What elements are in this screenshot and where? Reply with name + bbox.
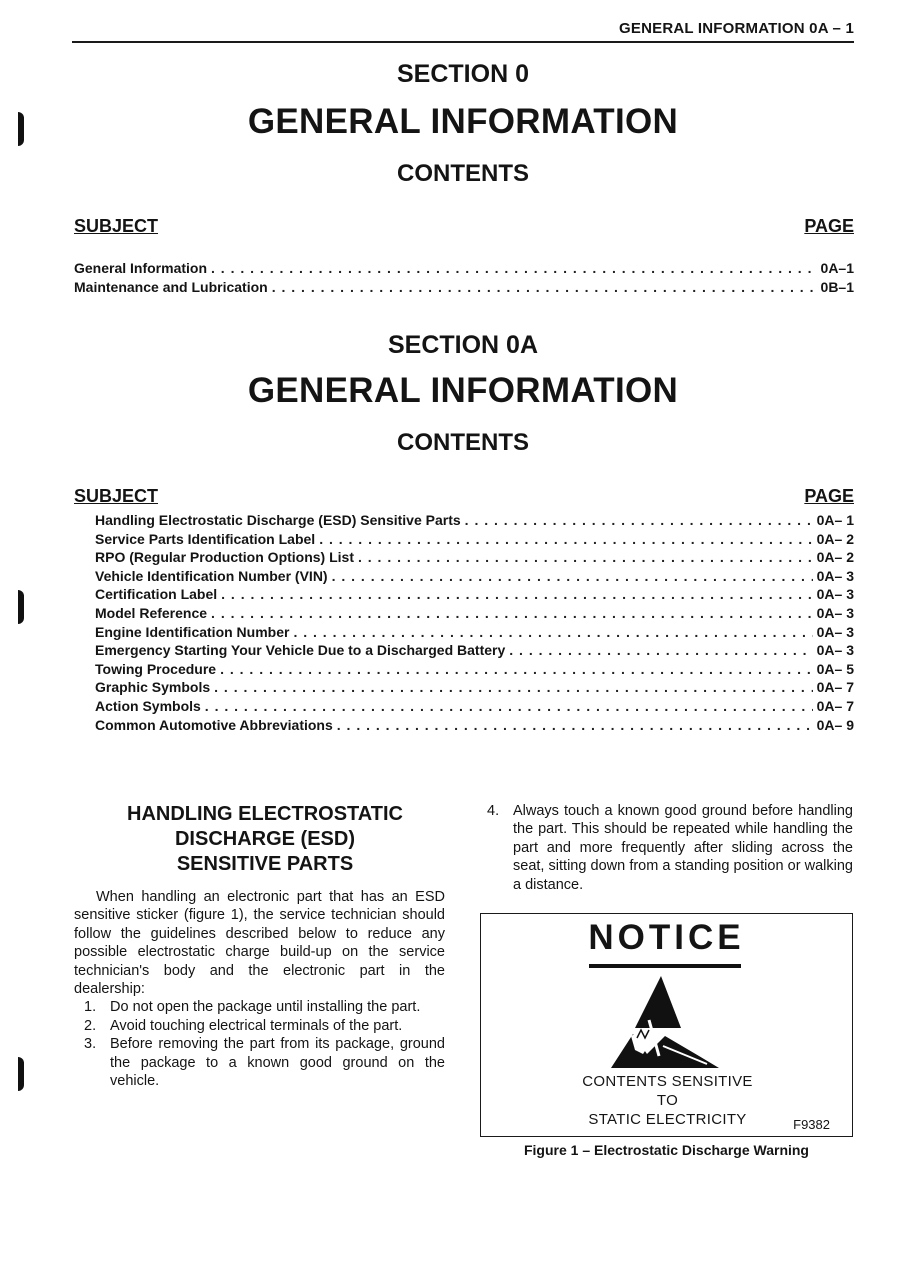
toc-entry-page: 0A– 3 <box>816 604 854 621</box>
toc-entry-page: 0A– 3 <box>816 642 854 659</box>
toc-entry-page: 0A–1 <box>820 260 854 276</box>
toc-entry-title: Service Parts Identification Label <box>95 530 316 547</box>
dot-leader <box>220 660 813 679</box>
notice-line: CONTENTS SENSITIVE <box>582 1073 753 1090</box>
toc-entry[interactable] <box>95 604 854 623</box>
notice-line: TO <box>656 1092 679 1109</box>
toc-entry-title: Emergency Starting Your Vehicle Due to a Discharged Battery <box>95 642 506 659</box>
notice-line: STATIC ELECTRICITY <box>588 1111 747 1128</box>
notice-rule <box>589 964 741 968</box>
dot-leader <box>272 278 817 297</box>
toc-entry-title: Engine Identification Number <box>95 623 290 640</box>
toc-entry[interactable] <box>95 678 854 697</box>
subject-header: SUBJECT <box>74 216 159 236</box>
toc-entry-page: 0B–1 <box>820 278 854 295</box>
list-item <box>74 1035 445 1090</box>
toc-entry-title: Handling Electrostatic Discharge (ESD) Sensitive Parts <box>95 512 461 528</box>
esd-hand-warning-icon <box>607 972 727 1072</box>
toc-entry-page: 0A– 3 <box>816 586 854 603</box>
page-header: PAGE <box>804 216 854 236</box>
toc-entry-title: Towing Procedure <box>95 660 217 677</box>
article-left-column <box>74 888 445 1090</box>
dot-leader <box>319 530 812 549</box>
header-rule <box>72 41 854 43</box>
toc-entry[interactable] <box>95 567 854 586</box>
section-0a-contents-heading: CONTENTS <box>397 429 529 456</box>
binding-mark <box>18 1057 24 1091</box>
toc-entry-page: 0A– 9 <box>816 716 854 733</box>
toc-entry-page: 0A– 2 <box>816 549 854 566</box>
toc-entry[interactable] <box>95 530 854 549</box>
dot-leader <box>211 604 813 623</box>
toc-entry-title: Vehicle Identification Number (VIN) <box>95 567 328 584</box>
step-text: Before removing the part from its package, ground the package to a known good ground on the vehicle. <box>110 1036 445 1090</box>
notice-title: NOTICE <box>588 918 745 957</box>
article-steps-continued <box>487 802 853 894</box>
toc-entry[interactable] <box>95 511 854 530</box>
article-title-line: DISCHARGE (ESD) <box>174 828 355 850</box>
toc-entry-page: 0A– 2 <box>816 530 854 547</box>
toc-entry[interactable] <box>74 259 854 278</box>
section-0-title: GENERAL INFORMATION <box>247 102 679 141</box>
dot-leader <box>211 259 817 278</box>
article-title-line: SENSITIVE PARTS <box>176 853 354 875</box>
article-title-line: HANDLING ELECTROSTATIC <box>127 803 403 825</box>
step-text: Avoid touching electrical terminals of the part. <box>110 1017 403 1034</box>
subject-header: SUBJECT <box>74 486 159 506</box>
figure-code: F9382 <box>793 1117 830 1132</box>
section-0-label: SECTION 0 <box>397 60 529 88</box>
toc-entry-page: 0A– 3 <box>816 623 854 640</box>
toc-entry-title: Maintenance and Lubrication <box>74 278 268 295</box>
figure-caption: Figure 1 – Electrostatic Discharge Warning <box>523 1142 809 1158</box>
esd-notice-figure <box>480 913 853 1137</box>
article-steps <box>74 998 445 1090</box>
toc-entry[interactable] <box>95 660 854 679</box>
section-0a-label: SECTION 0A <box>387 331 539 359</box>
article-title <box>80 802 450 877</box>
toc-entry-title: Action Symbols <box>95 697 201 714</box>
toc-entry[interactable] <box>95 697 854 716</box>
toc-entry[interactable] <box>95 641 854 660</box>
toc-entry-title: RPO (Regular Production Options) List <box>95 549 354 566</box>
toc-entry[interactable] <box>95 548 854 567</box>
list-item <box>74 1017 445 1035</box>
toc-entry-page: 0A– 5 <box>816 660 854 677</box>
binding-mark <box>18 112 24 146</box>
toc-entry-title: Common Automotive Abbreviations <box>95 716 333 733</box>
step-number: 4. <box>487 803 500 819</box>
toc-entry-page: 0A– 3 <box>816 567 854 584</box>
dot-leader <box>205 697 813 716</box>
toc-entry-title: Graphic Symbols <box>95 679 211 696</box>
dot-leader <box>221 585 813 604</box>
toc-entry-page: 0A– 1 <box>816 512 854 528</box>
step-text: Always touch a known good ground before handling the part. This should be repeated while handling the part and more frequently after sliding across the seat, sitting down from a standing position or walking a distance. <box>513 803 853 893</box>
list-item <box>487 802 853 894</box>
dot-leader <box>465 511 813 530</box>
section-0-contents-heading: CONTENTS <box>397 160 529 187</box>
list-item <box>74 998 445 1016</box>
page-header: PAGE <box>804 486 854 506</box>
toc-entry-title: Model Reference <box>95 604 208 621</box>
dot-leader <box>358 548 813 567</box>
toc-entry-title: General Information <box>74 260 208 276</box>
toc-entry[interactable] <box>74 278 854 297</box>
dot-leader <box>293 623 812 642</box>
toc-entry-title: Certification Label <box>95 586 218 603</box>
toc-entry[interactable] <box>95 585 854 604</box>
toc-entry-page: 0A– 7 <box>816 679 854 696</box>
section-0-toc <box>74 259 854 296</box>
dot-leader <box>332 567 813 586</box>
step-number: 3. <box>84 1036 97 1053</box>
step-text: Do not open the package until installing the part. <box>110 999 421 1016</box>
toc-entry[interactable] <box>95 623 854 642</box>
running-head: GENERAL INFORMATION 0A – 1 <box>619 20 854 37</box>
toc-entry[interactable] <box>95 716 854 735</box>
binding-mark <box>18 590 24 624</box>
step-number: 2. <box>84 1017 97 1034</box>
toc-entry-page: 0A– 7 <box>816 697 854 714</box>
article-right-column <box>487 802 853 894</box>
section-0a-title: GENERAL INFORMATION <box>247 371 679 410</box>
dot-leader <box>509 641 812 660</box>
section-0a-toc <box>95 511 854 734</box>
step-number: 1. <box>84 999 97 1016</box>
dot-leader <box>337 716 813 735</box>
article-intro: When handling an electronic part that has an ESD sensitive sticker (figure 1), the service technician should follow the guidelines described below to reduce any possible electrostatic charge build-up on the service technician's body and the electronic part in the dealership: <box>74 889 445 998</box>
dot-leader <box>214 678 812 697</box>
